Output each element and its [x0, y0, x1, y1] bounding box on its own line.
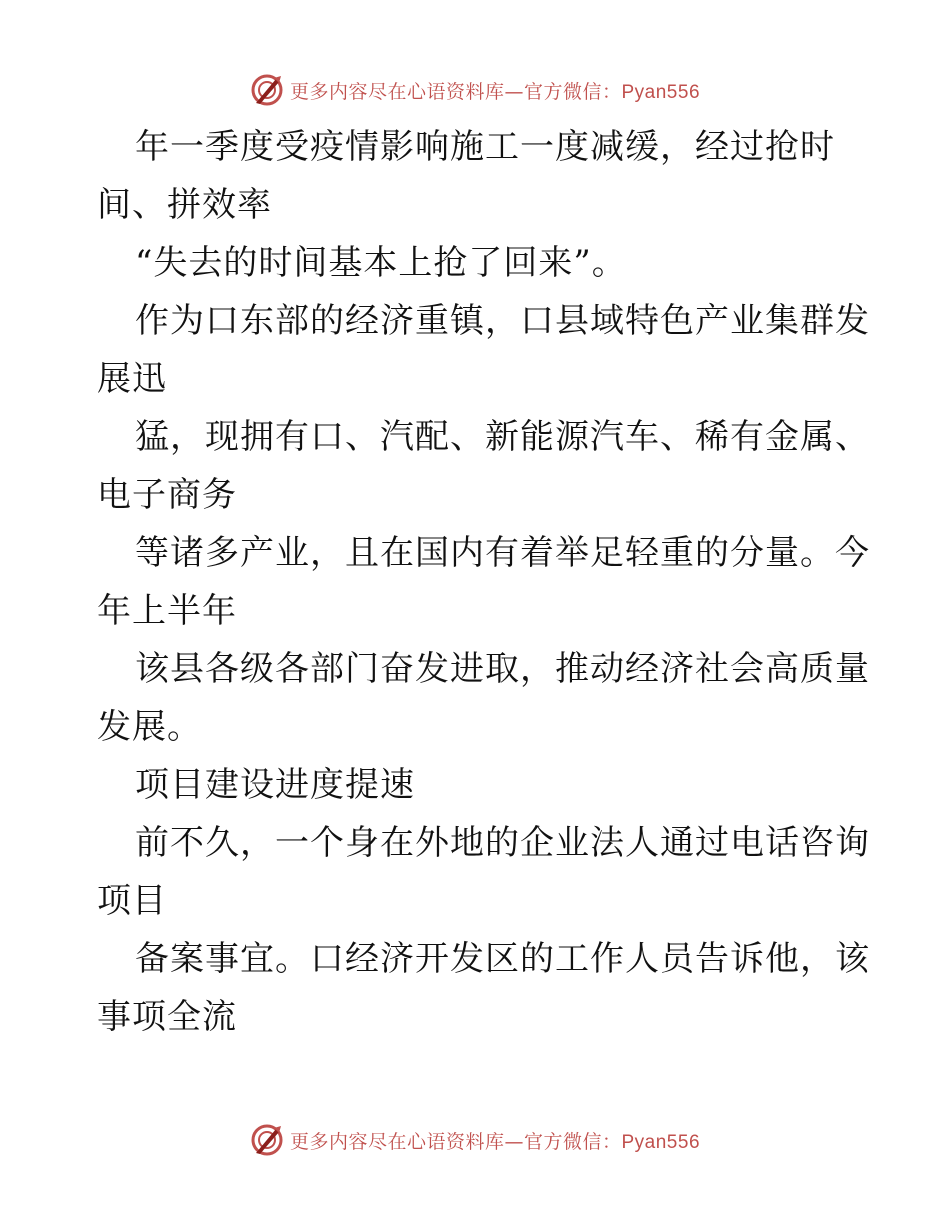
quill-logo-icon	[250, 73, 284, 107]
paragraph-line: 猛，现拥有口、汽配、新能源汽车、稀有金属、	[135, 417, 870, 457]
banner-wechat-id: Pyan556	[621, 81, 701, 103]
paragraph-line: “失去的时间基本上抢了回来”。	[135, 243, 627, 283]
header-banner	[0, 70, 950, 110]
paragraph	[0, 408, 950, 524]
paragraph-line: 项目	[97, 881, 167, 921]
paragraph-line: 年上半年	[97, 591, 237, 631]
banner-wechat-label: 官方微信：	[523, 1130, 622, 1153]
paragraph	[0, 640, 950, 756]
banner-separator: —	[504, 80, 524, 103]
banner-wechat-label: 官方微信：	[523, 80, 622, 103]
banner-title: 更多内容尽在心语资料库	[289, 80, 505, 103]
paragraph	[0, 234, 950, 292]
paragraph-line: 备案事宜。口经济开发区的工作人员告诉他，该	[135, 939, 870, 979]
paragraph-line: 年一季度受疫情影响施工一度减缓，经过抢时	[135, 127, 835, 167]
paragraph-line: 项目建设进度提速	[135, 765, 415, 805]
paragraph-line: 间、拼效率	[97, 185, 272, 225]
paragraph-line: 等诸多产业，且在国内有着举足轻重的分量。今	[135, 533, 870, 573]
document-body	[0, 118, 950, 1046]
banner-text	[290, 1127, 700, 1154]
quill-logo-icon	[250, 1123, 284, 1157]
footer-banner	[0, 1120, 950, 1160]
paragraph-line: 发展。	[97, 707, 202, 747]
banner-text	[290, 77, 700, 104]
paragraph	[0, 292, 950, 408]
banner-separator: —	[504, 1130, 524, 1153]
paragraph-line: 展迅	[97, 359, 167, 399]
paragraph-line: 事项全流	[97, 997, 237, 1037]
paragraph-line: 前不久，一个身在外地的企业法人通过电话咨询	[135, 823, 870, 863]
section-heading	[0, 756, 950, 814]
paragraph	[0, 118, 950, 234]
paragraph	[0, 814, 950, 930]
banner-title: 更多内容尽在心语资料库	[289, 1130, 505, 1153]
paragraph	[0, 524, 950, 640]
paragraph-line: 该县各级各部门奋发进取，推动经济社会高质量	[135, 649, 870, 689]
banner-wechat-id: Pyan556	[621, 1131, 701, 1153]
paragraph	[0, 930, 950, 1046]
paragraph-line: 电子商务	[97, 475, 237, 515]
paragraph-line: 作为口东部的经济重镇，口县域特色产业集群发	[135, 301, 870, 341]
